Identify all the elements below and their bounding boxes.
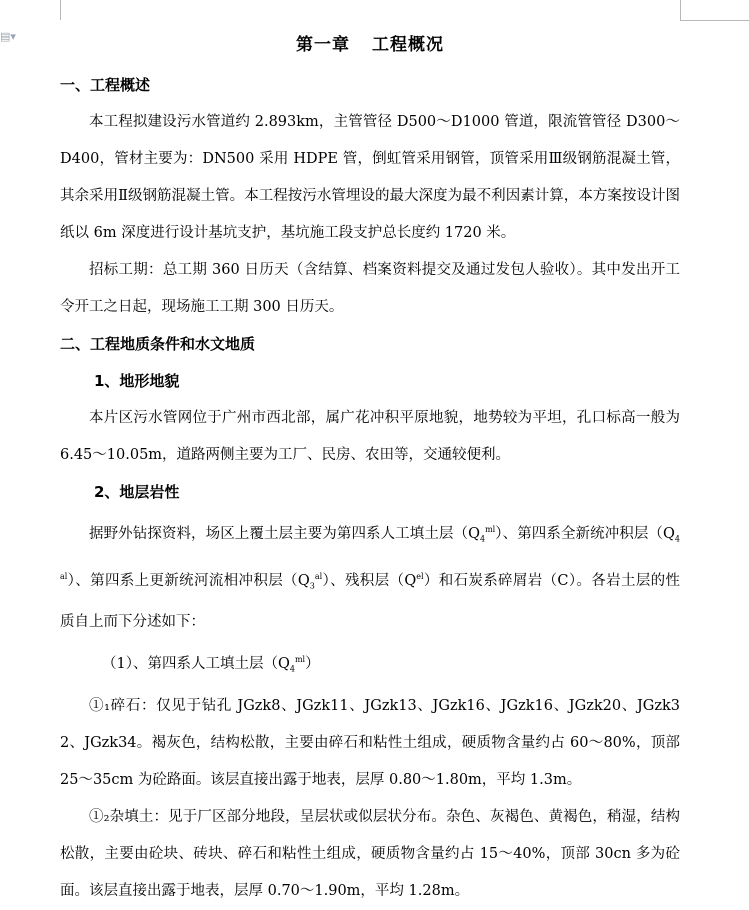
paste-options-icon[interactable]: ▤▾: [0, 30, 16, 43]
strata-paragraph: 据野外钻探资料，场区上覆土层主要为第四系人工填土层$(Q_4^{ml})$、第四系全新统冲积层$(Q_4^{al})$、第四系上更新统河流相冲积层$(Q_3^{al})$、残积层$(Q^{el})$和石炭系碎屑岩（C）。各岩土层的性质自上而下分述如下：: [60, 525, 680, 631]
section-heading-overview: 一、工程概述: [60, 76, 151, 94]
chapter-name: 工程概况: [372, 35, 444, 55]
document-page: [60, 22, 680, 910]
section-heading-geology: 二、工程地质条件和水文地质: [60, 335, 256, 353]
subsection-heading-terrain: 1、地形地貌: [94, 372, 180, 390]
overview-paragraph-2: 招标工期：总工期 360 日历天（含结算、档案资料提交及通过发包人验收）。其中发出开工令开工之日起，现场施工工期 300 日历天。: [60, 262, 680, 315]
crop-mark-top-right: [680, 0, 749, 21]
gravel-paragraph: ①₁碎石：仅见于钻孔 JGzk8、JGzk11、JGzk13、JGzk16、JGzk16、JGzk20、JGzk32、JGzk34。褐灰色，结构松散，主要由碎石和粘性土组成，硬质物含量约占 60～80%，顶部 25～35cm 为砼路面。该层直接出露于地表，层厚 0.80～1.80m，平均 1.3m。: [60, 698, 680, 789]
chapter-label: 第一章: [296, 35, 350, 55]
terrain-paragraph: 本片区污水管网位于广州市西北部，属广花冲积平原地貌，地势较为平坦，孔口标高一般为 6.45～10.05m，道路两侧主要为工厂、民房、农田等，交通较便利。: [60, 410, 680, 463]
fill-layer-heading: （1）、第四系人工填土层$(Q_4^{ml})$: [102, 655, 320, 675]
misc-fill-paragraph: ①₂杂填土：见于厂区部分地段，呈层状或似层状分布。杂色、灰褐色、黄褐色，稍湿，结构松散，主要由砼块、砖块、碎石和粘性土组成，硬质物含量约占 15～40%，顶部 30cn 多为砼面。该层直接出露于地表，层厚 0.70～1.90m，平均 1.28m。: [60, 809, 680, 900]
chapter-title: [60, 30, 680, 55]
crop-mark-top-left: [0, 0, 61, 20]
overview-paragraph-1: 本工程拟建设污水管道约 2.893km，主管管径 D500～D1000 管道，限流管管径 D300～D400，管材主要为：DN500 采用 HDPE 管，倒虹管采用钢管，顶管采用Ⅲ级钢筋混凝土管，其余采用Ⅱ级钢筋混凝土管。本工程按污水管埋设的最大深度为最不利因素计算，本方案按设计图纸以 6m 深度进行设计基坑支护，基坑施工段支护总长度约 1720 米。: [60, 114, 680, 241]
subsection-heading-strata: 2、地层岩性: [94, 483, 180, 501]
